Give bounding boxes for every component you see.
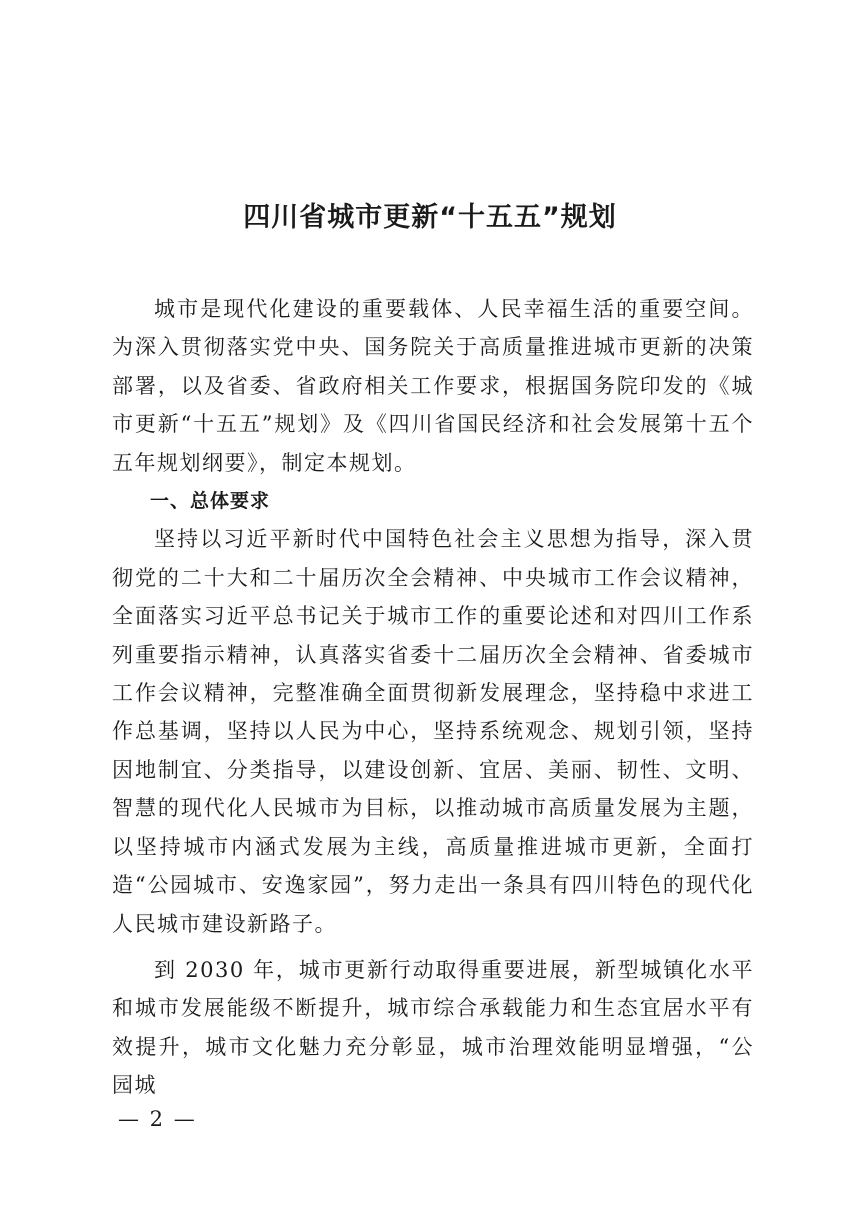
document-body [112, 290, 754, 1105]
document-title: 四川省城市更新“十五五”规划 [243, 202, 617, 233]
section-heading: 一、总体要求 [150, 490, 271, 513]
intro-paragraph: 城市是现代化建设的重要载体、人民幸福生活的重要空间。为深入贯彻落实党中央、国务院关于高质量推进城市更新的决策部署，以及省委、省政府相关工作要求，根据国务院印发的《城市更新“十五五”规划》及《四川省国民经济和社会发展第十五个五年规划纲要》，制定本规划。 [112, 297, 754, 475]
page-number: — 2 — [118, 1107, 197, 1131]
goal-paragraph: 到 2030 年，城市更新行动取得重要进展，新型城镇化水平和城市发展能级不断提升，城市综合承载能力和生态宜居水平有效提升，城市文化魅力充分彰显，城市治理效能明显增强，“公园城 [112, 957, 754, 1098]
section-paragraph: 坚持以习近平新时代中国特色社会主义思想为指导，深入贯彻党的二十大和二十届历次全会精神、中央城市工作会议精神，全面落实习近平总书记关于城市工作的重要论述和对四川工作系列重要指示精神，认真落实省委十二届历次全会精神、省委城市工作会议精神，完整准确全面贯彻新发展理念，坚持稳中求进工作总基调，坚持以人民为中心，坚持系统观念、规划引领，坚持因地制宜、分类指导，以建设创新、宜居、美丽、韧性、文明、智慧的现代化人民城市为目标，以推动城市高质量发展为主题，以坚持城市内涵式发展为主线，高质量推进城市更新，全面打造“公园城市、安逸家园”，努力走出一条具有四川特色的现代化人民城市建设新路子。 [112, 527, 754, 936]
